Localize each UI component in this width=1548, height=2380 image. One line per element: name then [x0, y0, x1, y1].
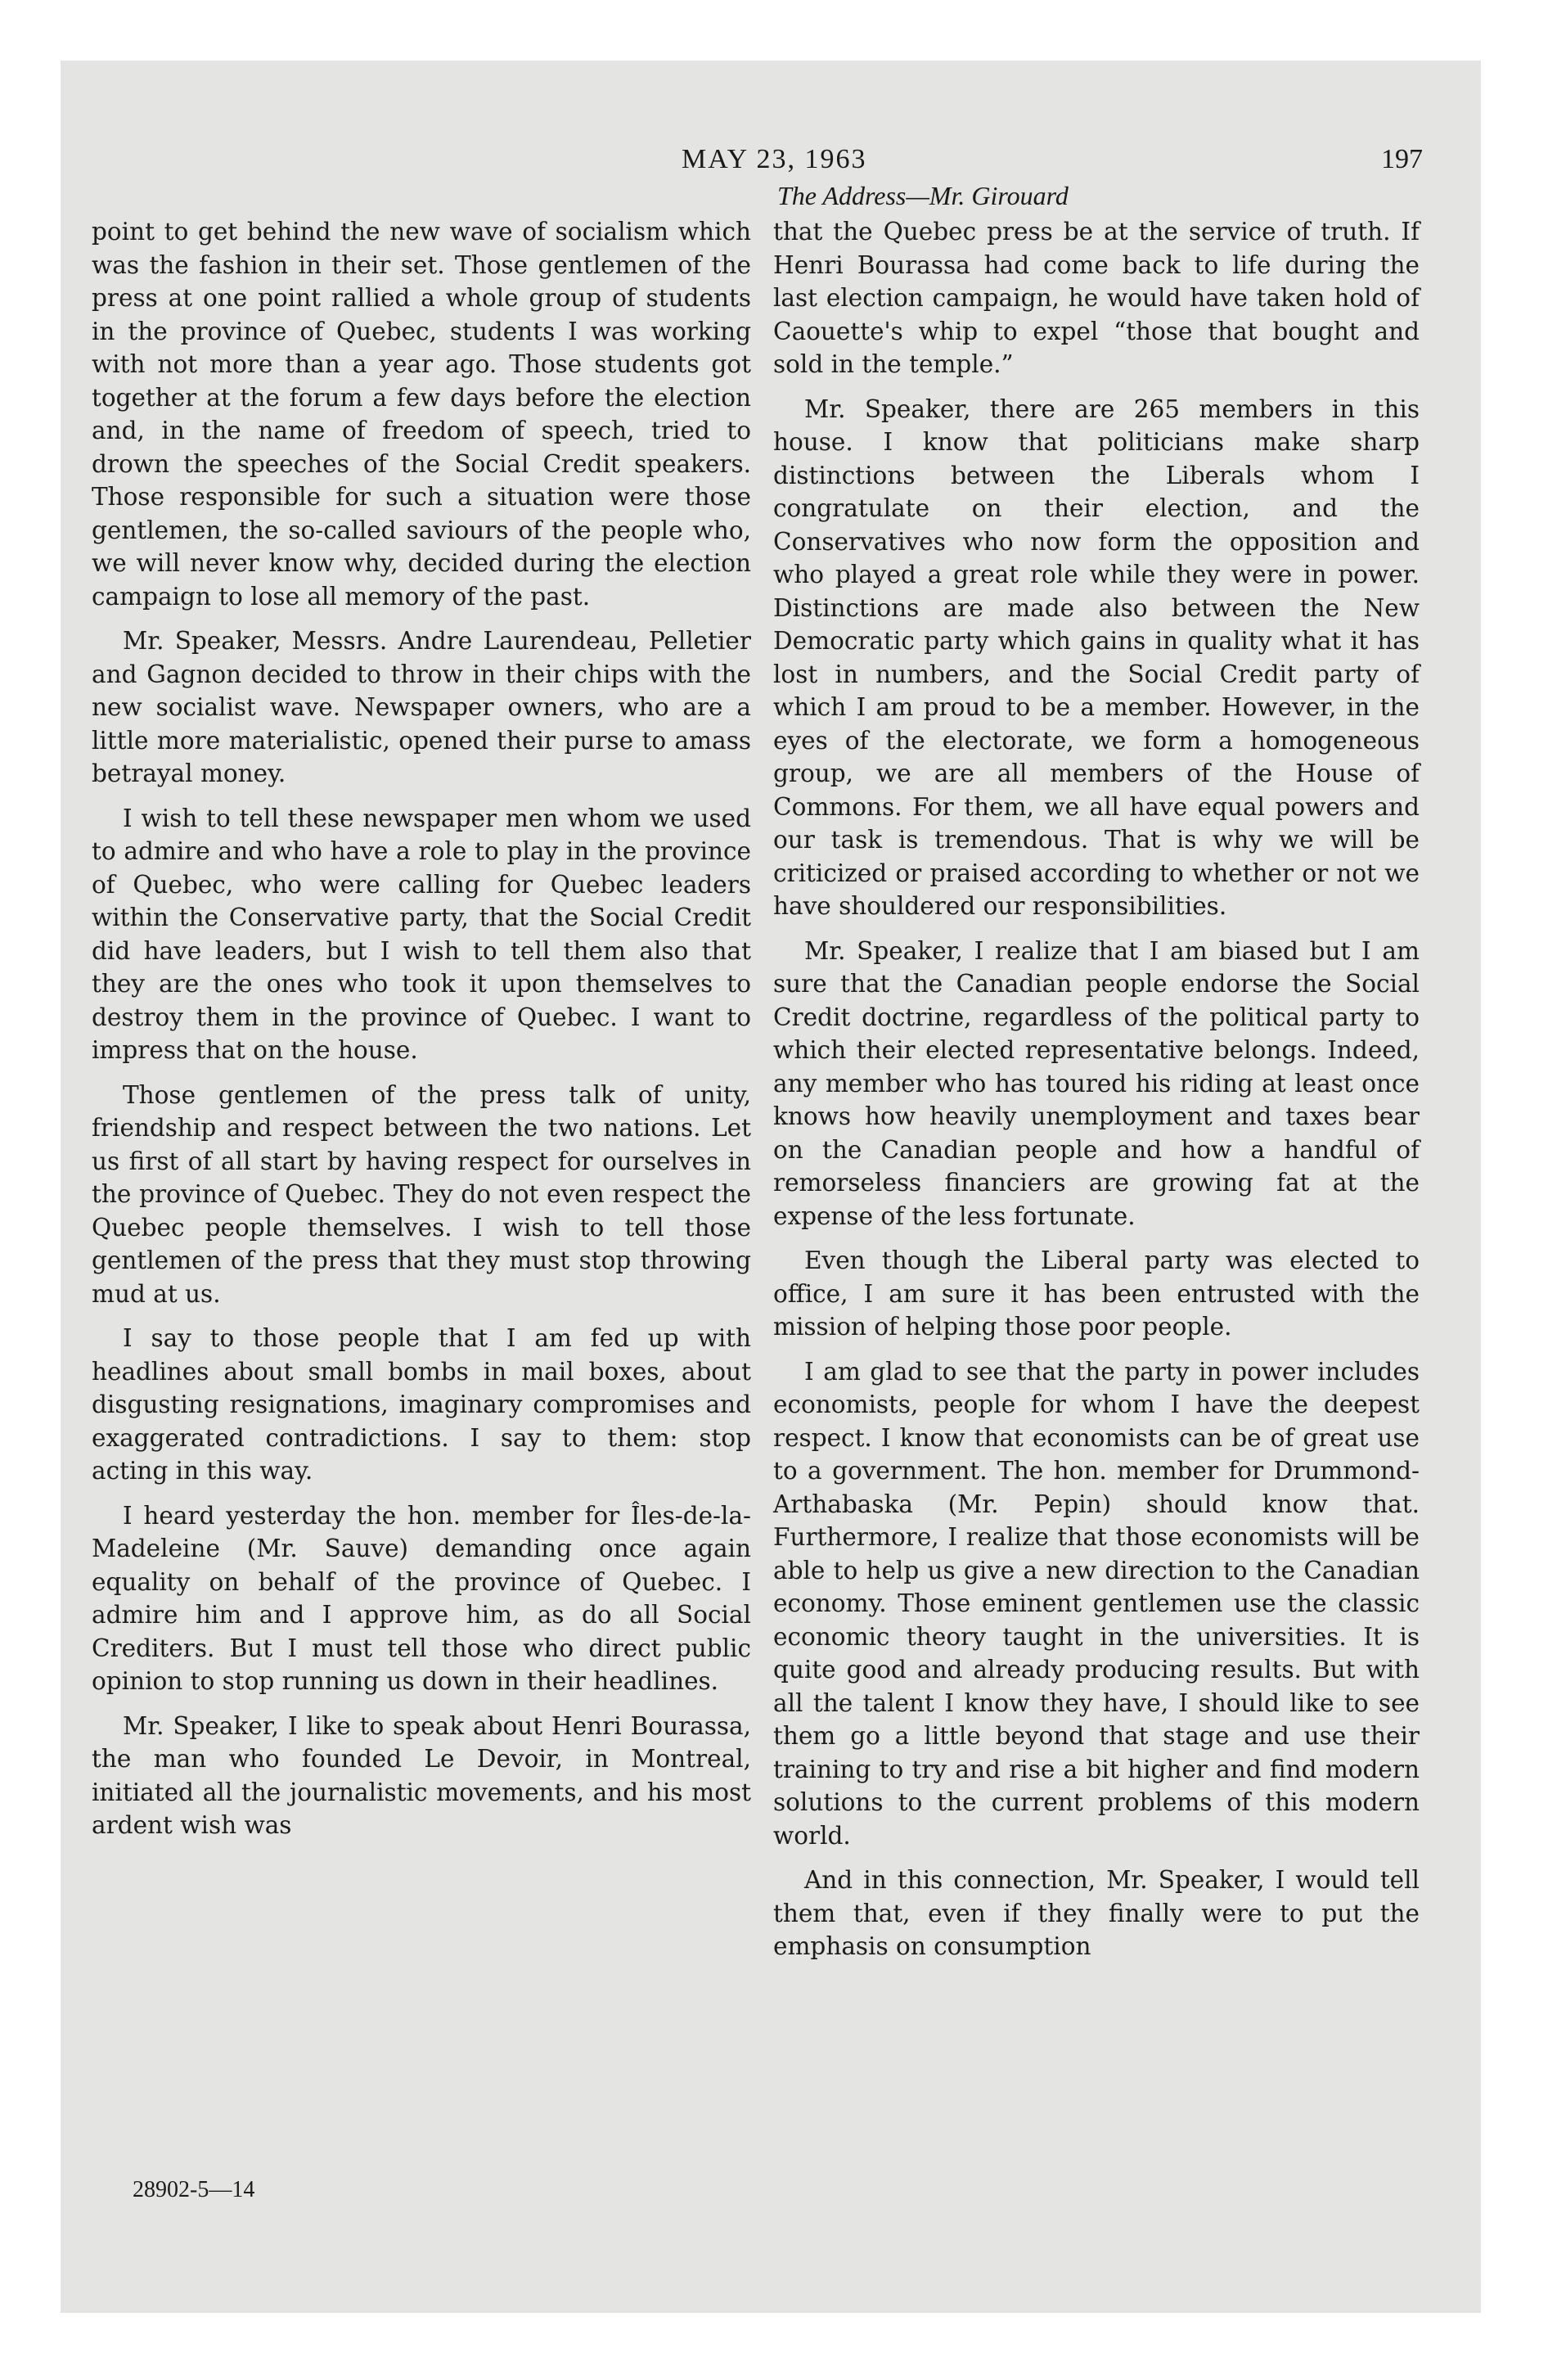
paragraph: I heard yesterday the hon. member for Îles-de-la-Madeleine (Mr. Sauve) demanding once again equality on behalf of the province of Quebec. I admire him and I approve him, as do all Social Crediters. But I must tell those who direct public opinion to stop running us down in their headlines. — [92, 1501, 751, 1695]
left-column — [92, 215, 751, 1854]
print-code-footer: 28902-5—14 — [133, 2177, 255, 2202]
paragraph: I say to those people that I am fed up with headlines about small bombs in mail boxes, about disgusting resignations, imaginary compromises and exaggerated contradictions. I say to them: stop acting in this way. — [92, 1324, 751, 1485]
paragraph: that the Quebec press be at the service of truth. If Henri Bourassa had come back to life during the last election campaign, he would have taken hold of Caouette's whip to expel “those that bought and sold in the temple.” — [773, 218, 1420, 378]
paragraph: I am glad to see that the party in power includes economists, people for whom I have the deepest respect. I know that economists can be of great use to a government. The hon. member for Drummond-Arthabaska (Mr. Pepin) should know that. Furthermore, I realize that those economists will be able to help us give a new direction to the Canadian economy. Those eminent gentlemen use the classic economic theory taught in the universities. It is quite good and already producing results. But with all the talent I know they have, I should like to see them go a little beyond that stage and use their training to try and rise a bit higher and find modern solutions to the current problems of this modern world. — [773, 1357, 1420, 1850]
page-number: 197 — [1381, 144, 1423, 174]
running-head-subtitle: The Address—Mr. Girouard — [777, 181, 1069, 210]
paragraph: Mr. Speaker, there are 265 members in this house. I know that politicians make sharp distinctions between the Liberals whom I congratulate on their election, and the Conservatives who now form the opposition and who played a great role while they were in power. Distinctions are made also between the New Democratic party which gains in quality what it has lost in numbers, and the Social Credit party of which I am proud to be a member. However, in the eyes of the electorate, we form a homogeneous group, we are all members of the House of Commons. For them, we all have equal powers and our task is tremendous. That is why we will be criticized or praised according to whether or not we have shouldered our responsibilities. — [773, 394, 1420, 920]
paragraph: And in this connection, Mr. Speaker, I would tell them that, even if they finally were to put the emphasis on consumption — [773, 1866, 1420, 1960]
header-date: MAY 23, 1963 — [682, 144, 867, 174]
paragraph: Even though the Liberal party was elected to office, I am sure it has been entrusted with the mission of helping those poor people. — [773, 1246, 1420, 1341]
paragraph: Those gentlemen of the press talk of unity, friendship and respect between the two nations. Let us first of all start by having respect for ourselves in the province of Quebec. They do not even respect the Quebec people themselves. I wish to tell those gentlemen of the press that they must stop throwing mud at us. — [92, 1080, 751, 1308]
paragraph: Mr. Speaker, I realize that I am biased but I am sure that the Canadian people endorse the Social Credit doctrine, regardless of the political party to which their elected representative belongs. Indeed, any member who has toured his riding at least once knows how heavily unemployment and taxes bear on the Canadian people and how a handful of remorseless financiers are growing fat at the expense of the less fortunate. — [773, 936, 1420, 1230]
paragraph: point to get behind the new wave of socialism which was the fashion in their set. Those gentlemen of the press at one point rallied a whole group of students in the province of Quebec, students I was working with not more than a year ago. Those students got together at the forum a few days before the election and, in the name of freedom of speech, tried to drown the speeches of the Social Credit speakers. Those responsible for such a situation were those gentlemen, the so-called saviours of the people who, we will never know why, decided during the election campaign to lose all memory of the past. — [92, 218, 751, 611]
paragraph: Mr. Speaker, Messrs. Andre Laurendeau, Pelletier and Gagnon decided to throw in their chips with the new socialist wave. Newspaper owners, who are a little more materialistic, opened their purse to amass betrayal money. — [92, 627, 751, 787]
paragraph: I wish to tell these newspaper men whom we used to admire and who have a role to play in the province of Quebec, who were calling for Quebec leaders within the Conservative party, that the Social Credit did have leaders, but I wish to tell them also that they are the ones who took it upon themselves to destroy them in the province of Quebec. I want to impress that on the house. — [92, 804, 751, 1064]
right-column — [773, 215, 1420, 1975]
paragraph: Mr. Speaker, I like to speak about Henri Bourassa, the man who founded Le Devoir, in Montreal, initiated all the journalistic movements, and his most ardent wish was — [92, 1711, 751, 1839]
